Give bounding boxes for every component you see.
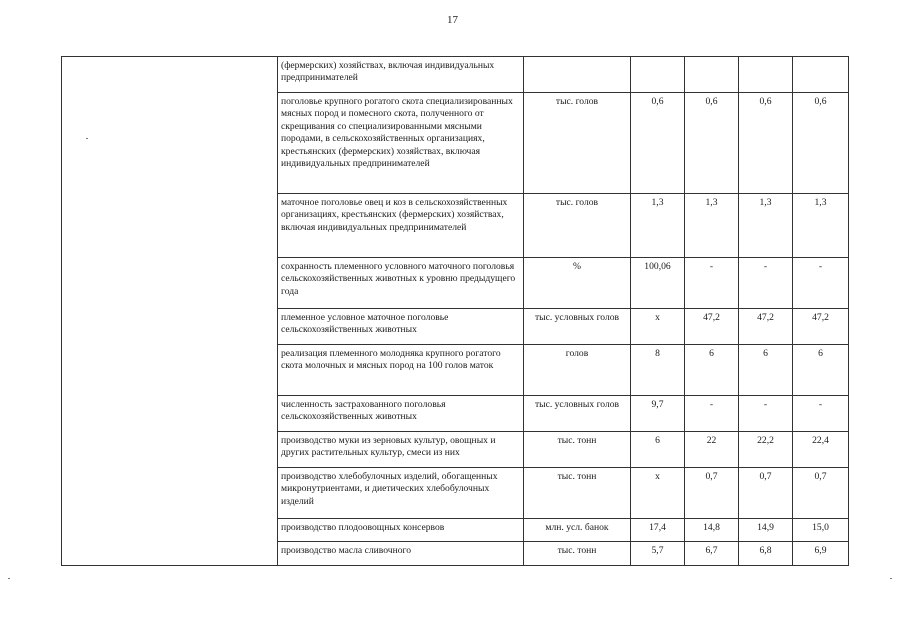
value-cell: 47,2 [793,309,849,345]
unit-cell: тыс. тонн [524,468,631,519]
value-cell: 1,3 [739,194,793,258]
value-cell: 1,3 [793,194,849,258]
indicator-cell: производство муки из зерновых культур, овощных и других растительных культур, смеси из них [278,432,524,468]
value-cell: 6 [739,345,793,396]
value-cell: 22 [685,432,739,468]
unit-cell: тыс. голов [524,93,631,194]
value-cell: 0,7 [739,468,793,519]
value-cell: 1,3 [631,194,685,258]
value-cell: 5,7 [631,542,685,566]
value-cell [685,57,739,93]
unit-cell: тыс. тонн [524,432,631,468]
value-cell: - [739,396,793,432]
value-cell: 0,6 [793,93,849,194]
value-cell: 0,6 [685,93,739,194]
value-cell: 0,6 [631,93,685,194]
unit-cell: % [524,258,631,309]
value-cell: 6 [793,345,849,396]
unit-cell: тыс. условных голов [524,396,631,432]
value-cell [631,57,685,93]
unit-cell: голов [524,345,631,396]
value-cell: 0,7 [685,468,739,519]
indicator-cell: численность застрахованного поголовья сельскохозяйственных животных [278,396,524,432]
indicator-cell: поголовье крупного рогатого скота специализированных мясных пород и помесного скота, полученного от скрещивания со специализированными мясными породами, в сельскохозяйственных организациях, крестьянских (фермерских) хозяйствах, включая индивидуальных предпринимателей [278,93,524,194]
value-cell [793,57,849,93]
unit-cell: тыс. условных голов [524,309,631,345]
value-cell: 6,7 [685,542,739,566]
indicator-cell: производство масла сливочного [278,542,524,566]
value-cell: 47,2 [685,309,739,345]
value-cell: - [739,258,793,309]
indicator-cell: сохранность племенного условного маточного поголовья сельскохозяйственных животных к уровню предыдущего года [278,258,524,309]
value-cell: - [793,258,849,309]
indicators-table [61,56,849,566]
value-cell: 1,3 [685,194,739,258]
value-cell: 15,0 [793,519,849,542]
unit-cell: млн. усл. банок [524,519,631,542]
value-cell: 6 [685,345,739,396]
indicator-cell: производство плодоовощных консервов [278,519,524,542]
value-cell: 0,6 [739,93,793,194]
value-cell: - [793,396,849,432]
value-cell: х [631,309,685,345]
value-cell: 6,8 [739,542,793,566]
value-cell: 0,7 [793,468,849,519]
value-cell [739,57,793,93]
value-cell: 8 [631,345,685,396]
indicator-cell: реализация племенного молодняка крупного рогатого скота молочных и мясных пород на 100 голов маток [278,345,524,396]
indicator-cell: (фермерских) хозяйствах, включая индивидуальных предпринимателей [278,57,524,93]
program-name-cell [62,57,278,566]
value-cell: 6 [631,432,685,468]
value-cell: 22,4 [793,432,849,468]
indicator-cell: племенное условное маточное поголовье сельскохозяйственных животных [278,309,524,345]
value-cell: 6,9 [793,542,849,566]
value-cell: - [685,258,739,309]
table-row [62,57,849,93]
unit-cell: тыс. голов [524,194,631,258]
value-cell: 17,4 [631,519,685,542]
value-cell: 100,06 [631,258,685,309]
indicator-cell: маточное поголовье овец и коз в сельскохозяйственных организациях, крестьянских (фермерских) хозяйствах, включая индивидуальных предпринимателей [278,194,524,258]
scan-speck [890,578,892,579]
value-cell: 47,2 [739,309,793,345]
value-cell: 14,8 [685,519,739,542]
value-cell: 9,7 [631,396,685,432]
indicator-cell: производство хлебобулочных изделий, обогащенных микронутриентами, и диетических хлебобулочных изделий [278,468,524,519]
scan-speck [86,138,88,139]
value-cell: 22,2 [739,432,793,468]
unit-cell: тыс. тонн [524,542,631,566]
unit-cell [524,57,631,93]
page-number: 17 [447,14,458,26]
scan-speck [8,578,10,579]
value-cell: х [631,468,685,519]
value-cell: 14,9 [739,519,793,542]
value-cell: - [685,396,739,432]
